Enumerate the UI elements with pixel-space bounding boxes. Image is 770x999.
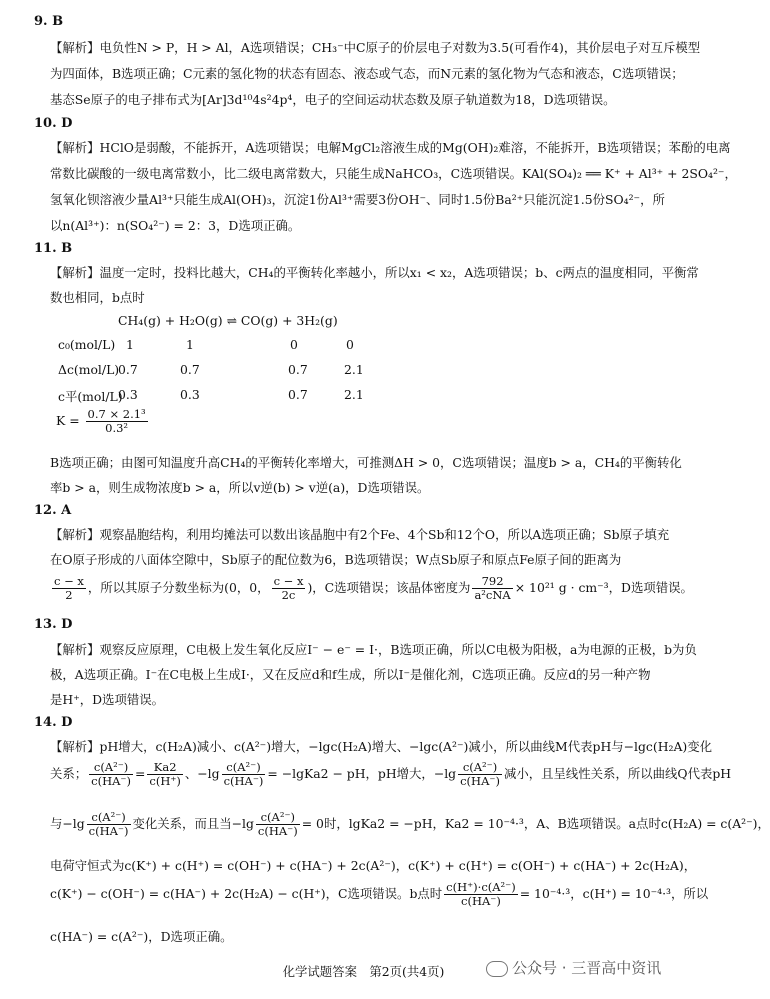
fraction-a-3-den: c(HA⁻) bbox=[460, 774, 500, 788]
q9-line-2: 为四面体，B选项正确；C元素的氢化物的状态有固态、液态或气态，而N元素的氢化物为气态和液态，C选项错误； bbox=[50, 66, 684, 81]
q11-row-c0-v4: 0 bbox=[346, 337, 354, 352]
fraction-a-3 bbox=[458, 761, 502, 788]
question-11-number: 11. B bbox=[34, 241, 73, 256]
fraction-a-2-den: c(HA⁻) bbox=[223, 774, 264, 788]
fraction-1-den: 2 bbox=[65, 588, 73, 602]
q12-line-2: 在O原子形成的八面体空隙中，Sb原子的配位数为6，B选项错误；W点Sb原子和原点Fe原子间的距离为 bbox=[50, 552, 622, 567]
q12-line-3 bbox=[50, 572, 710, 608]
fraction-c-den: c(HA⁻) bbox=[461, 894, 501, 908]
q10-line-1: 【解析】HClO是弱酸，不能拆开，A选项错误；电解MgCl₂溶液生成的Mg(OH)₂难溶，不能拆开，B选项错误；苯酚的电离 bbox=[50, 140, 731, 155]
q11-line-2: 数也相同，b点时 bbox=[50, 290, 145, 305]
k-fraction bbox=[86, 408, 148, 435]
page-footer: 化学试题答案 第2页(共4页) bbox=[282, 964, 445, 979]
wechat-icon bbox=[486, 961, 508, 977]
watermark-text: 公众号 · 三晋高中资讯 bbox=[512, 959, 662, 977]
fraction-a-den: c(HA⁻) bbox=[91, 774, 131, 788]
fraction-c-num: c(H⁺)·c(A²⁻) bbox=[446, 880, 516, 894]
fraction-a-4 bbox=[87, 811, 131, 838]
fraction-a-num: c(A²⁻) bbox=[89, 761, 133, 775]
q14-text-3c: = 0时，lgKa2 = −pH，Ka2 = 10⁻⁴·³，A、B选项错误。a点时c(H₂A) = c(A²⁻)， bbox=[301, 816, 770, 831]
q14-line-1: 【解析】pH增大，c(H₂A)减小、c(A²⁻)增大，−lgc(H₂A)增大、−lgc(A²⁻)减小，所以曲线M代表pH与−lgc(H₂A)变化 bbox=[50, 739, 713, 754]
q11-line-3: B选项正确；由图可知温度升高CH₄的平衡转化率增大，可推测ΔH > 0，C选项错误；温度b > a，CH₄的平衡转化 bbox=[50, 455, 682, 470]
q13-line-3: 是H⁺，D选项错误。 bbox=[50, 692, 165, 707]
q12-text-3: × 10²¹ g · cm⁻³，D选项错误。 bbox=[514, 580, 693, 595]
q14-text-2b: = bbox=[135, 766, 146, 781]
k-label: K = bbox=[56, 413, 80, 428]
fraction-b-den: c(H⁺) bbox=[149, 774, 181, 788]
q12-text-1: ，所以其原子分数坐标为(0，0， bbox=[87, 580, 270, 595]
q11-row-c0-label: c₀(mol/L) bbox=[58, 337, 116, 352]
q12-line-1: 【解析】观察晶胞结构，利用均摊法可以数出该晶胞中有2个Fe、4个Sb和12个O，所以A选项正确；Sb原子填充 bbox=[50, 527, 670, 542]
q11-k-expression bbox=[56, 408, 150, 435]
q11-row-c0-v2: 1 bbox=[186, 337, 194, 352]
q14-text-3a: 与−lg bbox=[50, 816, 85, 831]
q11-row-dc-v1: 0.7 bbox=[118, 362, 138, 377]
fraction-a bbox=[89, 761, 133, 788]
watermark bbox=[486, 957, 661, 978]
question-9-number: 9. B bbox=[34, 14, 64, 29]
q11-reaction-equation: CH₄(g) + H₂O(g) ⇌ CO(g) + 3H₂(g) bbox=[118, 313, 338, 328]
fraction-b-num: Ka2 bbox=[147, 761, 183, 775]
question-10-number: 10. D bbox=[34, 116, 73, 131]
q14-text-5b: = 10⁻⁴·³，c(H⁺) = 10⁻⁴·³，所以 bbox=[519, 886, 709, 901]
q13-line-2: 极，A选项正确。I⁻在C电极上生成I·，又在反应d和f生成，所以I⁻是催化剂，C选项正确。反应d的另一种产物 bbox=[50, 667, 651, 682]
q11-line-4: 率b > a，则生成物浓度b > a，所以v逆(b) > v逆(a)，D选项错误。 bbox=[50, 480, 430, 495]
q14-text-2d: = −lgKa2 − pH，pH增大，−lg bbox=[267, 766, 457, 781]
q10-line-4: 以n(Al³⁺)：n(SO₄²⁻) = 2：3，D选项正确。 bbox=[50, 218, 301, 233]
fraction-a-5-den: c(HA⁻) bbox=[257, 824, 298, 838]
q11-row-ceq-v1: 0.3 bbox=[118, 387, 138, 402]
q14-line-4: 电荷守恒式为c(K⁺) + c(H⁺) = c(OH⁻) + c(HA⁻) + 2c(A²⁻)，c(K⁺) + c(H⁺) = c(OH⁻) + c(HA⁻) + 2c(H₂A)， bbox=[50, 858, 697, 873]
fraction-a-4-num: c(A²⁻) bbox=[87, 811, 131, 825]
k-denominator: 0.3² bbox=[105, 421, 129, 435]
q14-line-5 bbox=[50, 878, 710, 914]
q11-row-dc-v2: 0.7 bbox=[180, 362, 200, 377]
q14-text-2a: 关系； bbox=[50, 766, 88, 781]
q11-line-1: 【解析】温度一定时，投料比越大，CH₄的平衡转化率越小，所以x₁ < x₂，A选项错误；b、c两点的温度相同，平衡常 bbox=[50, 265, 699, 280]
fraction-2-num: c − x bbox=[273, 574, 304, 588]
fraction-a-4-den: c(HA⁻) bbox=[88, 824, 129, 838]
fraction-3 bbox=[472, 575, 512, 602]
q14-line-2 bbox=[50, 758, 732, 794]
q14-text-5: c(K⁺) − c(OH⁻) = c(HA⁻) + 2c(H₂A) − c(H⁺)，C选项错误。b点时 bbox=[50, 886, 443, 901]
question-13-number: 13. D bbox=[34, 617, 73, 632]
q11-row-ceq-v4: 2.1 bbox=[344, 387, 364, 402]
q11-row-ceq-v2: 0.3 bbox=[180, 387, 200, 402]
question-14-number: 14. D bbox=[34, 715, 73, 730]
q14-text-3b: 变化关系，而且当−lg bbox=[132, 816, 254, 831]
fraction-a-5 bbox=[256, 811, 300, 838]
q12-text-2: )，C选项错误；该晶体密度为 bbox=[307, 580, 471, 595]
q10-line-2: 常数比碳酸的一级电离常数小，比二级电离常数大，只能生成NaHCO₃，C选项错误。KAl(SO₄)₂ ══ K⁺ + Al³⁺ + 2SO₄²⁻， bbox=[50, 166, 737, 181]
fraction-a-3-num: c(A²⁻) bbox=[458, 761, 502, 775]
q11-row-ceq-label: c平(mol/L) bbox=[58, 389, 123, 404]
fraction-2 bbox=[272, 575, 306, 602]
q11-row-c0-v3: 0 bbox=[290, 337, 298, 352]
q14-text-2c: 、−lg bbox=[184, 766, 220, 781]
q10-line-3: 氢氧化钡溶液少量Al³⁺只能生成Al(OH)₃，沉淀1份Al³⁺需要3份OH⁻、同时1.5份Ba²⁺只能沉淀1.5份SO₄²⁻，所 bbox=[50, 192, 665, 207]
q11-row-c0-v1: 1 bbox=[126, 337, 134, 352]
fraction-1-num: c − x bbox=[54, 574, 84, 588]
fraction-2-den: 2c bbox=[281, 588, 296, 602]
q11-row-dc-v4: 2.1 bbox=[344, 362, 364, 377]
q9-line-1: 【解析】电负性N > P，H > Al，A选项错误；CH₃⁻中C原子的价层电子对数为3.5(可看作4)，其价层电子对互斥模型 bbox=[50, 40, 701, 55]
q14-line-3 bbox=[50, 808, 770, 844]
k-numerator: 0.7 × 2.1³ bbox=[87, 407, 146, 421]
q11-row-dc-v3: 0.7 bbox=[288, 362, 308, 377]
fraction-c bbox=[444, 881, 518, 908]
q11-row-ceq-v3: 0.7 bbox=[288, 387, 308, 402]
fraction-a-2-num: c(A²⁻) bbox=[222, 761, 266, 775]
q13-line-1: 【解析】观察反应原理，C电极上发生氧化反应I⁻ − e⁻ = I·，B选项正确，所以C电极为阳极，a为电源的正极，b为负 bbox=[50, 642, 697, 657]
q9-line-3: 基态Se原子的电子排布式为[Ar]3d¹⁰4s²4p⁴，电子的空间运动状态数及原子轨道数为18，D选项错误。 bbox=[50, 92, 616, 107]
question-12-number: 12. A bbox=[34, 503, 72, 518]
fraction-1 bbox=[52, 575, 86, 602]
q11-row-dc-label: Δc(mol/L) bbox=[58, 362, 120, 377]
fraction-3-den: a²cNA bbox=[474, 588, 511, 602]
q14-line-6: c(HA⁻) = c(A²⁻)，D选项正确。 bbox=[50, 929, 233, 944]
fraction-a-5-num: c(A²⁻) bbox=[256, 811, 300, 825]
fraction-b bbox=[147, 761, 183, 788]
fraction-a-2 bbox=[222, 761, 266, 788]
fraction-3-num: 792 bbox=[472, 575, 512, 589]
q14-text-2e: 减小，且呈线性关系，所以曲线Q代表pH bbox=[503, 766, 732, 781]
